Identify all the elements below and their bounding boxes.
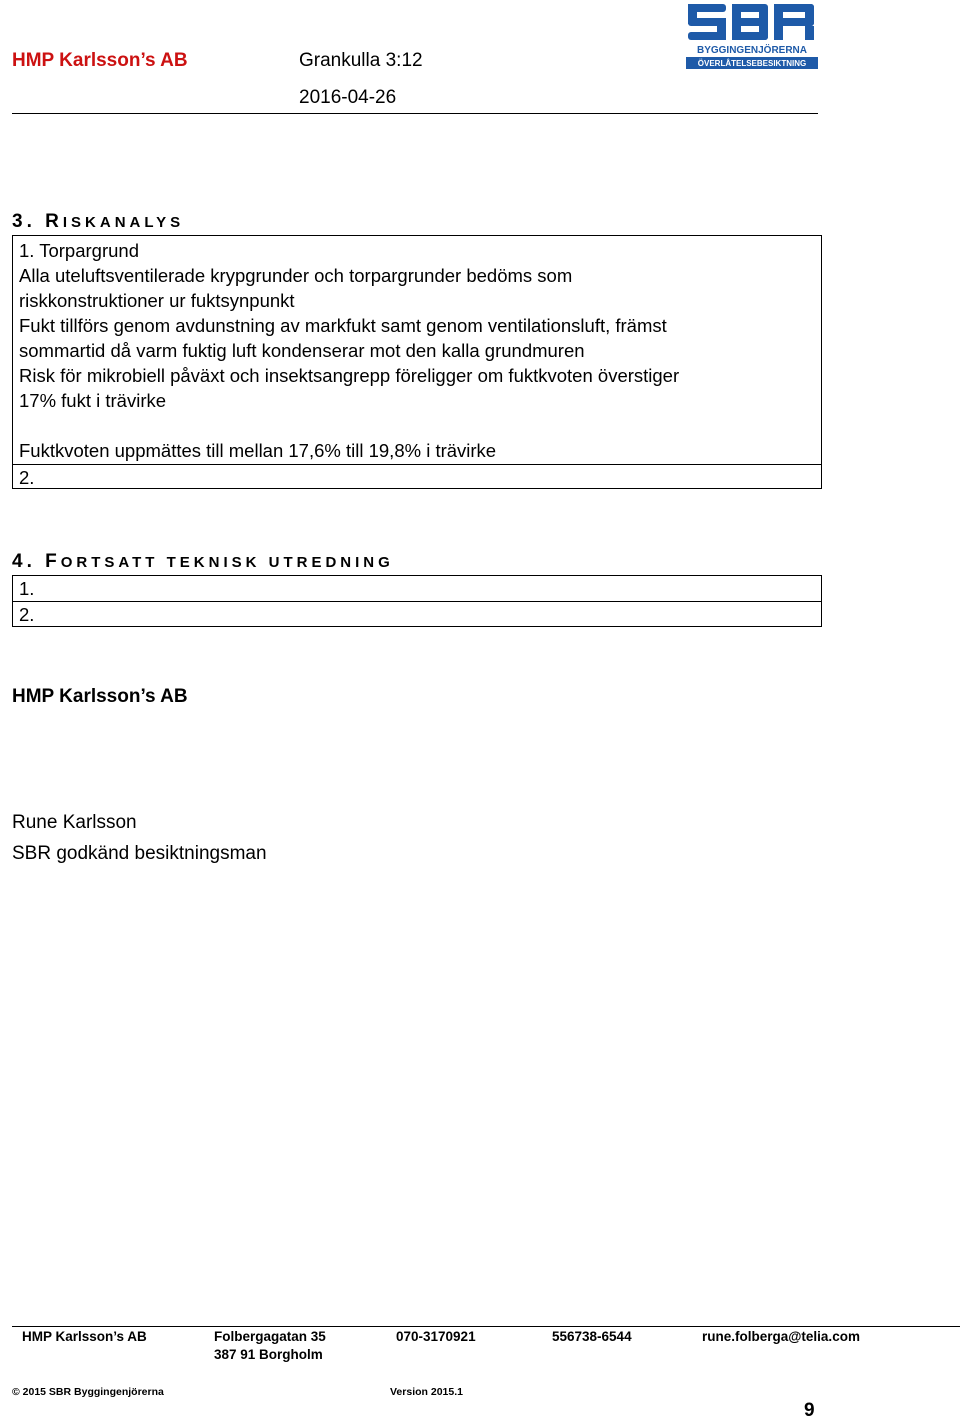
section-4-title-cap: F bbox=[45, 551, 61, 572]
section-3-number: 3. bbox=[12, 211, 36, 232]
header-company-name: HMP Karlsson’s AB bbox=[12, 50, 188, 71]
page-number: 9 bbox=[804, 1400, 815, 1421]
footer-postal: 387 91 Borgholm bbox=[214, 1347, 323, 1362]
footer-email[interactable]: rune.folberga@telia.com bbox=[702, 1329, 860, 1344]
investigation-item-1: 1. bbox=[19, 578, 35, 599]
section-3-title-cap: R bbox=[45, 211, 63, 232]
footer-divider bbox=[12, 1326, 960, 1327]
section-4-heading bbox=[12, 551, 394, 573]
risk-item-1-title: 1. Torpargrund bbox=[19, 240, 139, 261]
section-4-title-rest: ORTSATT TEKNISK UTREDNING bbox=[60, 554, 394, 571]
footer-company: HMP Karlsson’s AB bbox=[22, 1329, 147, 1344]
footer-copyright: © 2015 SBR Byggingenjörerna bbox=[12, 1386, 164, 1398]
risk-item-1-line: Risk för mikrobiell påväxt och insektsangrepp föreligger om fuktkvoten överstiger bbox=[19, 365, 680, 386]
risk-item-1-line: riskkonstruktioner ur fuktsynpunkt bbox=[19, 290, 295, 311]
risk-item-2: 2. bbox=[19, 467, 35, 488]
further-investigation-table bbox=[12, 575, 822, 627]
risk-item-1-line: Fukt tillförs genom avdunstning av markfukt samt genom ventilationsluft, främst bbox=[19, 315, 667, 336]
header-divider bbox=[12, 113, 818, 114]
footer-phone: 070-3170921 bbox=[396, 1329, 476, 1344]
footer-street: Folbergagatan 35 bbox=[214, 1329, 326, 1344]
logo-text-line2: ÖVERLÅTELSEBESIKTNING bbox=[697, 59, 807, 68]
logo-text-line1: BYGGINGENJÖRERNA bbox=[696, 45, 808, 56]
risk-item-1-line: sommartid då varm fuktig luft kondenserar mot den kalla grundmuren bbox=[19, 340, 585, 361]
risk-item-1-line: Alla uteluftsventilerade krypgrunder och torpargrunder bedöms som bbox=[19, 265, 573, 286]
risk-item-1-measurement: Fuktkvoten uppmättes till mellan 17,6% till 19,8% i trävirke bbox=[19, 440, 497, 461]
signature-role: SBR godkänd besiktningsman bbox=[12, 843, 267, 864]
risk-analysis-table bbox=[12, 235, 822, 489]
header-property: Grankulla 3:12 bbox=[299, 50, 423, 71]
sbr-logo bbox=[686, 2, 818, 70]
signature-company: HMP Karlsson’s AB bbox=[12, 686, 188, 707]
signature-name: Rune Karlsson bbox=[12, 812, 137, 833]
section-3-heading bbox=[12, 211, 184, 233]
risk-item-1-spacer bbox=[19, 413, 821, 438]
header-date: 2016-04-26 bbox=[299, 87, 397, 108]
risk-item-1 bbox=[13, 238, 821, 463]
footer-version: Version 2015.1 bbox=[390, 1386, 463, 1398]
risk-item-1-line: 17% fukt i trävirke bbox=[19, 390, 167, 411]
section-4-number: 4. bbox=[12, 551, 36, 572]
investigation-item-2: 2. bbox=[19, 604, 35, 625]
section-3-title-rest: ISKANALYS bbox=[62, 214, 185, 231]
footer-org-number: 556738-6544 bbox=[552, 1329, 632, 1344]
